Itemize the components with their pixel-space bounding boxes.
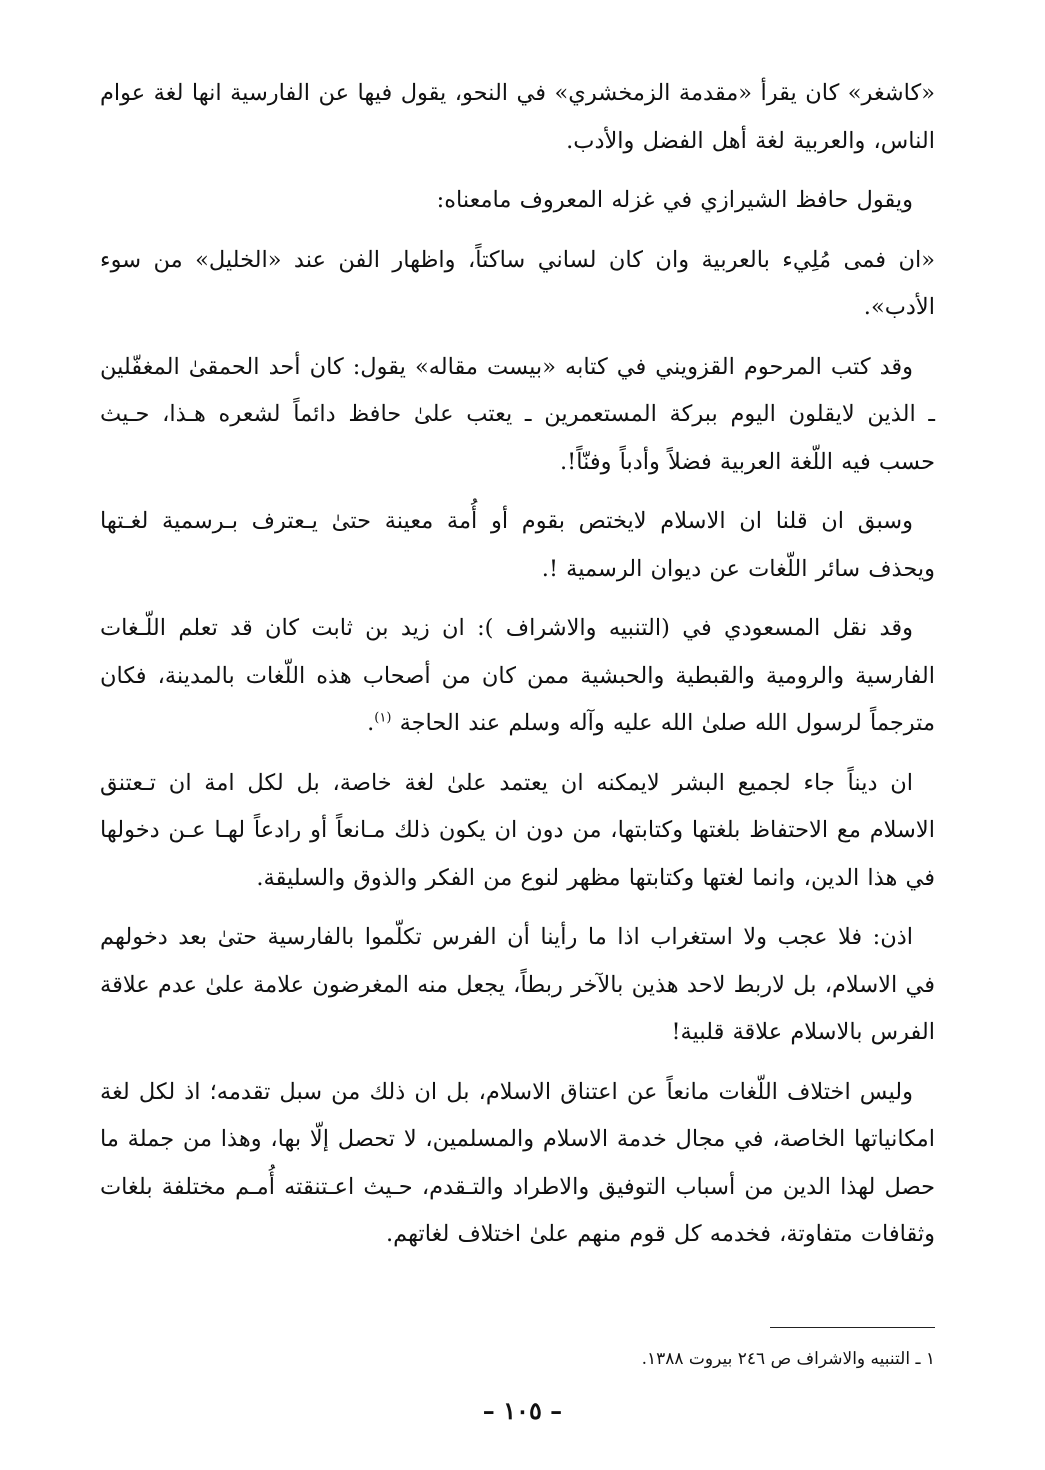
footnote-marker: (١) (374, 710, 392, 726)
paragraph-6-text: وقد نقل المسعودي في (التنبيه والاشراف ): ان زيد بن ثابت كان قد تعلم اللّـغات الفارسية والرومية والقبطية والحبشية ممن كان من أصحاب هذه اللّغات بالمدينة، فكان مترجماً لرسول الله صلىٰ الله عليه وآله وسلم عند الحاجة (100, 615, 935, 736)
paragraph-7: ان ديناً جاء لجميع البشر لايمكنه ان يعتمد علىٰ لغة خاصة، بل لكل امة ان تـعتنق الاسلام مع الاحتفاظ بلغتها وكتابتها، من دون ان يكون ذلك مـانعاً أو رادعاً لهـا عـن دخولها في هذا الدين، وانما لغتها وكتابتها مظهر لنوع من الفكر والذوق والسليقة. (100, 769, 935, 891)
paragraph-6-end: . (367, 710, 375, 736)
paragraph-3: «ان فمى مُلِيء بالعربية وان كان لساني ساكتاً، واظهار الفن عند «الخليل» من سوء الأدب». (100, 246, 935, 320)
page-body (100, 70, 935, 1271)
paragraph-8: اذن: فلا عجب ولا استغراب اذا ما رأينا أن الفرس تكلّموا بالفارسية حتىٰ بعد دخولهم في الاسلام، بل لاربط لاحد هذين بالآخر ربطاً، يجعل منه المغرضون علامة علىٰ عدم علاقة الفرس بالاسلام علاقة قلبية! (100, 924, 935, 1045)
footnote: ١ ـ التنبيه والاشراف ص ٢٤٦ بيروت ١٣٨٨. (641, 1349, 935, 1369)
paragraph-5: وسبق ان قلنا ان الاسلام لايختص بقوم أو أُمة معينة حتىٰ يـعترف بـرسمية لغـتها ويحذف سائر اللّغات عن ديوان الرسمية !. (100, 508, 935, 582)
paragraph-6 (100, 605, 935, 748)
paragraph-4: وقد كتب المرحوم القزويني في كتابه «بيست مقاله» يقول: كان أحد الحمقىٰ المغفّلين ـ الذين لايقلون اليوم ببركة المستعمرين ـ يعتب علىٰ حافظ دائماً لشعره هـذا، حـيث حسب فيه اللّغة العربية فضلاً وأدباً وفنّاً!. (100, 353, 935, 475)
paragraph-1: «كاشغر» كان يقرأ «مقدمة الزمخشري» في النحو، يقول فيها عن الفارسية انها لغة عوام الناس، والعربية لغة أهل الفضل والأدب. (100, 80, 935, 154)
paragraph-2: ويقول حافظ الشيرازي في غزله المعروف مامعناه: (436, 187, 913, 213)
page-number: – ١٠٥ – (482, 1396, 563, 1425)
footnote-divider (770, 1327, 935, 1328)
paragraph-9: وليس اختلاف اللّغات مانعاً عن اعتناق الاسلام، بل ان ذلك من سبل تقدمه؛ اذ لكل لغة امكانياتها الخاصة، في مجال خدمة الاسلام والمسلمين، لا تحصل إلّا بها، وهذا من جملة ما حصل لهذا الدين من أسباب التوفيق والاطراد والتـقدم، حـيث اعـتنقته أُمـم مختلفة بلغات وثقافات متفاوتة، فخدمه كل قوم منهم علىٰ اختلاف لغاتهم. (100, 1078, 935, 1247)
